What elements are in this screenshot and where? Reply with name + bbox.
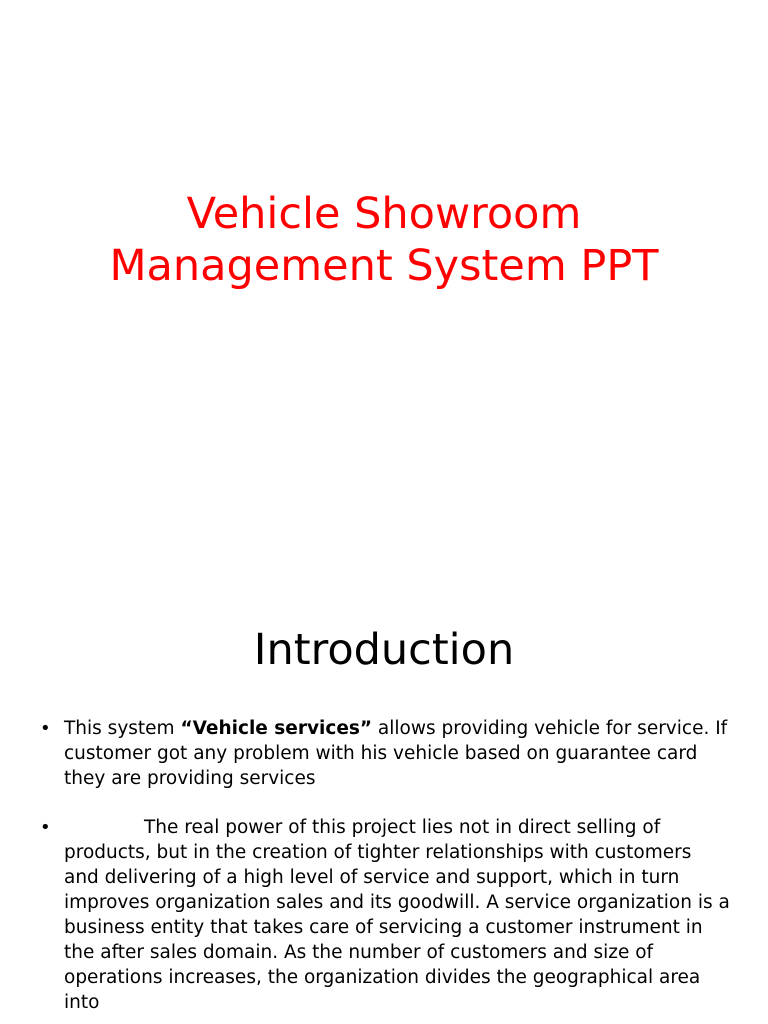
title-line-2: Management System PPT [109,241,659,291]
bullet-icon: • [40,718,51,739]
bullet-2-text: The real power of this project lies not in direct selling of products, but in the creation of tighter relationships with customers and delivering of a high level of service and support, which in turn improves organization sales and its goodwill. A service organization is a business entity that takes care of servicing a customer instrument in the after sales domain. As the number of customers and size of operations increases, the organization divides the geographical area into [64,817,730,1013]
introduction-heading: Introduction [253,625,515,675]
bullet-1-text-start: This system [64,718,181,739]
bullet-item-1 [32,716,732,791]
title-line-1: Vehicle Showroom [186,189,582,239]
bullet-item-2 [32,815,732,1015]
bullet-list [32,716,732,1024]
bullet-icon: • [40,817,51,838]
bullet-1-bold-text: “Vehicle services” [180,718,373,739]
bullet-1-text-end: allows providing vehicle for service. If customer got any problem with his vehicle based on guarantee card they are providing services [64,718,728,789]
slide-title [0,188,768,292]
introduction-slide [0,576,768,1024]
